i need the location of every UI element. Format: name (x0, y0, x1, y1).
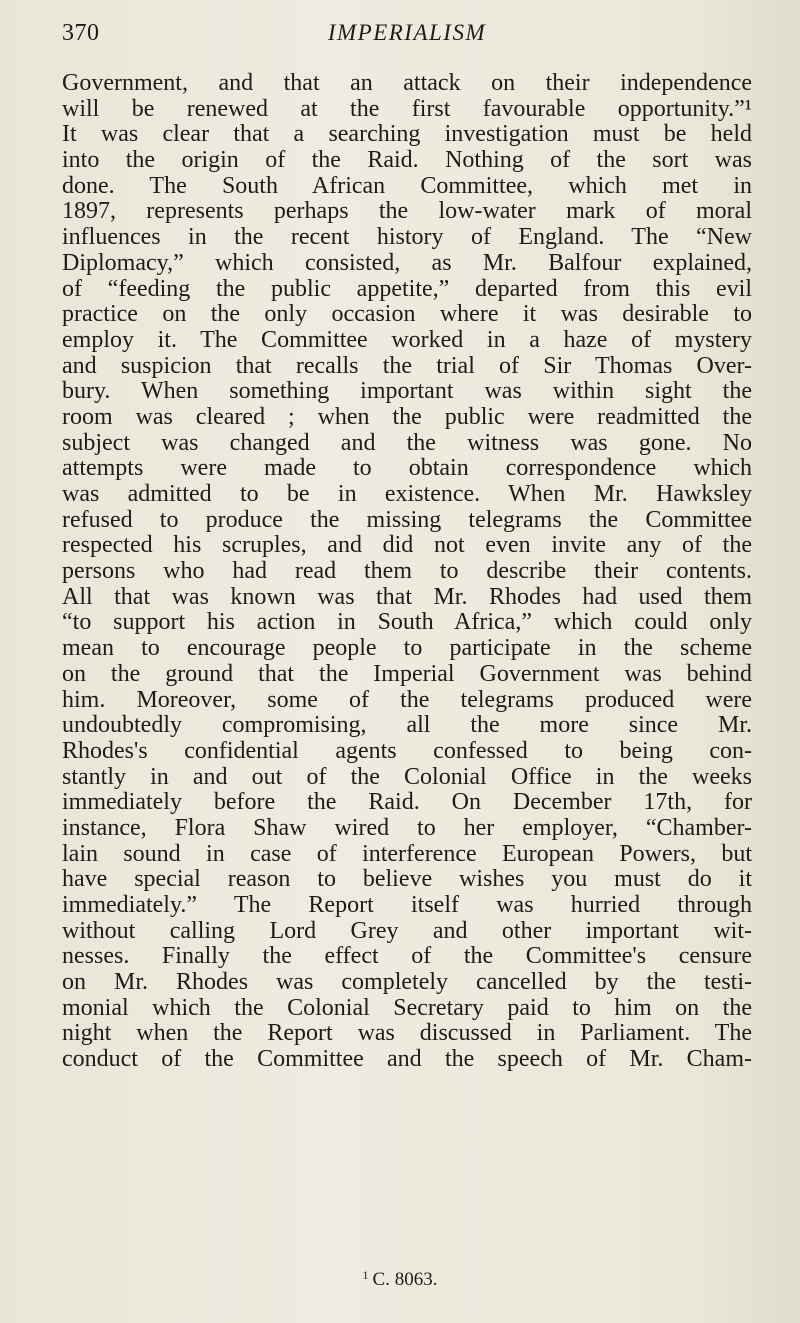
footnote (0, 1268, 800, 1291)
page-number: 370 (62, 20, 100, 46)
text-line: Rhodes's confidential agents confessed to being con- (62, 737, 752, 764)
text-line: without calling Lord Grey and other important wit- (62, 917, 752, 944)
text-line: persons who had read them to describe their contents. (62, 558, 752, 585)
text-line: will be renewed at the first favourable opportunity.”¹ (62, 95, 752, 122)
text-line: subject was changed and the witness was gone. No (62, 429, 752, 456)
text-line: All that was known was that Mr. Rhodes had used them (62, 583, 752, 610)
text-line: lain sound in case of interference European Powers, but (62, 840, 752, 867)
text-line: conduct of the Committee and the speech of Mr. Cham- (62, 1046, 752, 1073)
text-line: “to support his action in South Africa,” which could only (62, 609, 752, 636)
text-line: employ it. The Committee worked in a haze of mystery (62, 326, 752, 353)
text-line: was admitted to be in existence. When Mr. Hawksley (62, 481, 752, 507)
text-line: room was cleared ; when the public were readmitted the (62, 403, 752, 430)
text-line: immediately.” The Report itself was hurried through (62, 892, 752, 918)
text-line: practice on the only occasion where it was desirable to (62, 301, 752, 328)
text-line: instance, Flora Shaw wired to her employer, “Chamber- (62, 814, 752, 841)
text-line: undoubtedly compromising, all the more since Mr. (62, 712, 752, 739)
text-line: refused to produce the missing telegrams the Committee (62, 506, 752, 533)
text-line: have special reason to believe wishes you must do it (62, 866, 752, 893)
text-line: mean to encourage people to participate in the scheme (62, 635, 752, 662)
footnote-text: C. 8063. (372, 1269, 438, 1290)
text-line: immediately before the Raid. On December 17th, for (62, 789, 752, 816)
text-line: him. Moreover, some of the telegrams produced were (62, 686, 752, 713)
text-line: and suspicion that recalls the trial of Sir Thomas Over- (62, 352, 752, 379)
text-line: monial which the Colonial Secretary paid to him on the (62, 994, 752, 1021)
text-line: 1897, represents perhaps the low-water mark of moral (62, 198, 752, 225)
text-line: influences in the recent history of England. The “New (62, 224, 752, 251)
text-line: of “feeding the public appetite,” departed from this evil (62, 275, 752, 302)
text-line: done. The South African Committee, which met in (62, 172, 752, 199)
text-line: night when the Report was discussed in Parliament. The (62, 1020, 752, 1047)
text-line: Diplomacy,” which consisted, as Mr. Balfour explained, (62, 249, 752, 276)
text-line: respected his scruples, and did not even invite any of the (62, 532, 752, 559)
text-line: on Mr. Rhodes was completely cancelled by the testi- (62, 969, 752, 996)
text-line: stantly in and out of the Colonial Office in the weeks (62, 763, 752, 790)
text-line: nesses. Finally the effect of the Committee's censure (62, 943, 752, 970)
text-line: Government, and that an attack on their independence (62, 70, 752, 96)
footnote-marker: 1 (362, 1268, 369, 1282)
text-line: into the origin of the Raid. Nothing of the sort was (62, 147, 752, 174)
text-line: It was clear that a searching investigation must be held (62, 121, 752, 148)
text-line: on the ground that the Imperial Government was behind (62, 660, 752, 687)
text-line: attempts were made to obtain correspondence which (62, 455, 752, 482)
body-text (62, 71, 752, 1073)
text-line: bury. When something important was within sight the (62, 378, 752, 405)
running-head (62, 20, 752, 60)
running-title: IMPERIALISM (327, 20, 487, 45)
